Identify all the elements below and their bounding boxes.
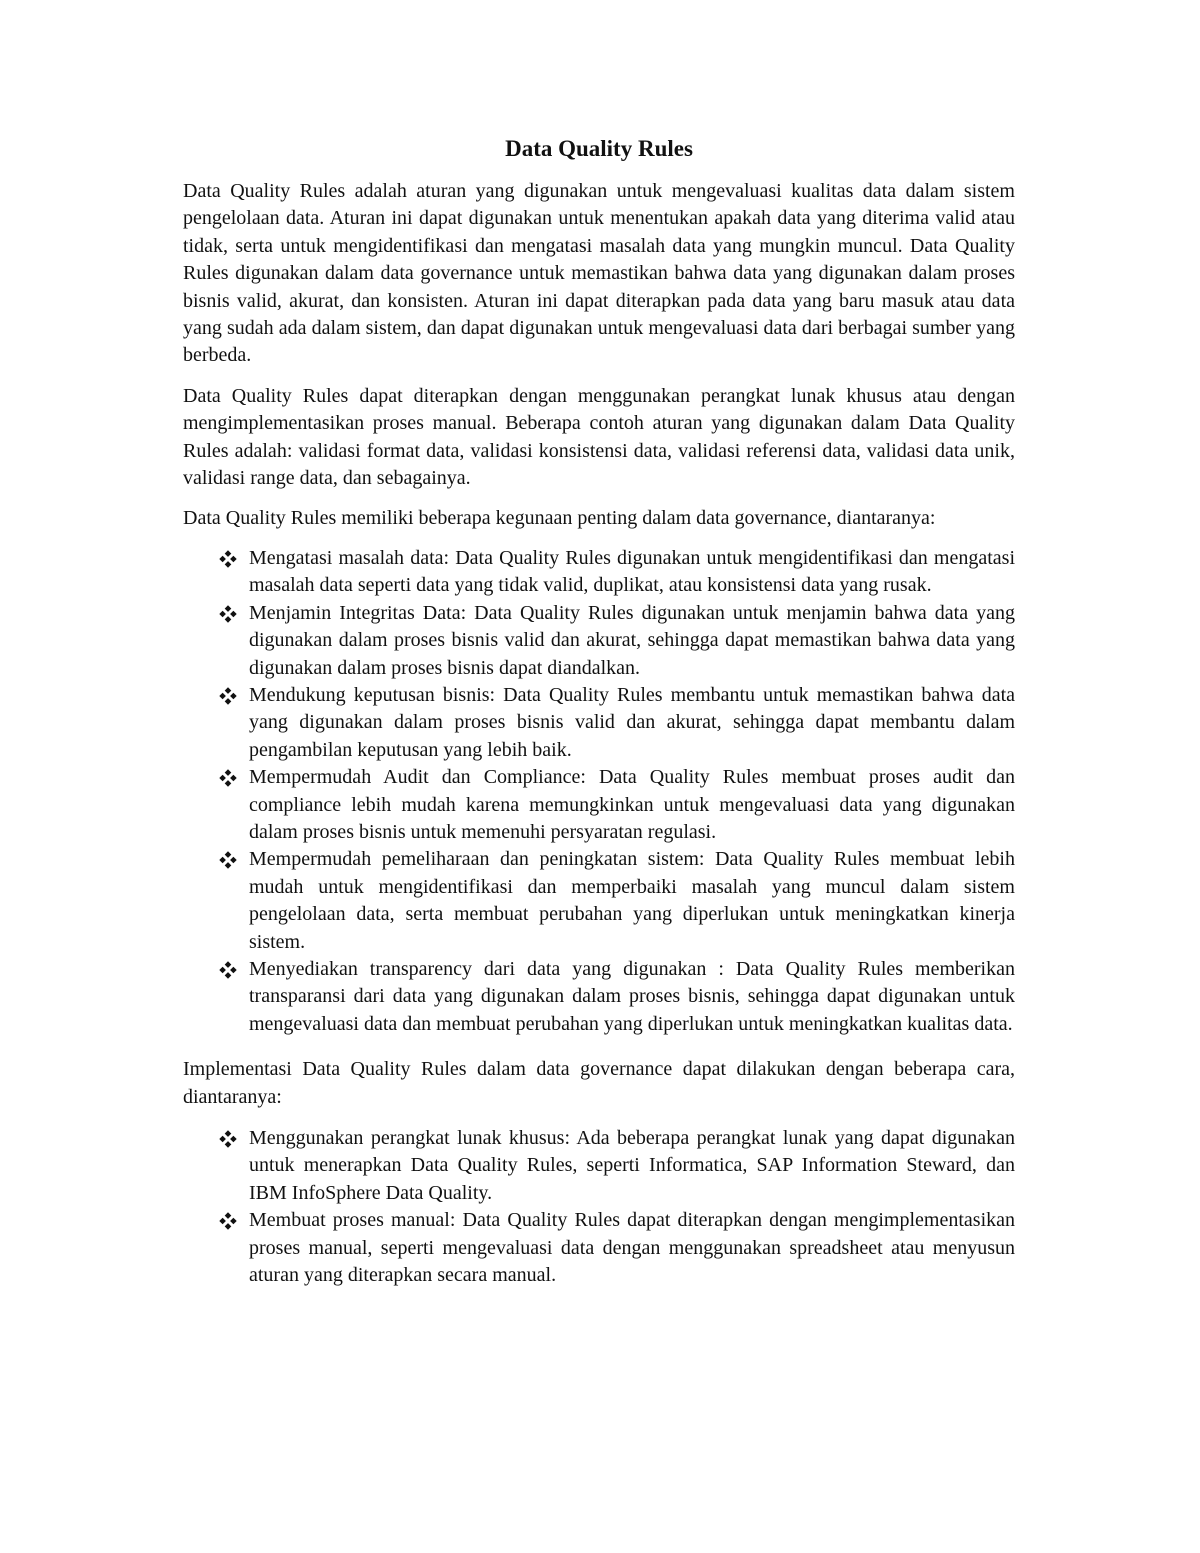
four-diamond-bullet-icon	[219, 549, 237, 567]
four-diamond-bullet-icon	[219, 1211, 237, 1229]
intro-paragraph: Data Quality Rules adalah aturan yang digunakan untuk mengevaluasi kualitas data dalam sistem pengelolaan data. Aturan ini dapat digunakan untuk menentukan apakah data yang diterima valid atau tidak, serta untuk mengidentifikasi dan mengatasi masalah data yang mungkin muncul. Data Quality Rules digunakan dalam data governance untuk memastikan bahwa data yang digunakan dalam proses bisnis valid, akurat, dan konsisten. Aturan ini dapat diterapkan pada data yang baru masuk atau data yang sudah ada dalam sistem, dan dapat digunakan untuk mengevaluasi data dari berbagai sumber yang berbeda.	[183, 180, 1015, 367]
document-title: Data Quality Rules	[505, 136, 693, 161]
list-item-text: Mendukung keputusan bisnis: Data Quality Rules membantu untuk memastikan bahwa data yang digunakan dalam proses bisnis valid dan akurat, sehingga dapat membantu dalam pengambilan keputusan yang lebih baik.	[249, 683, 1015, 761]
list-item	[183, 545, 1015, 600]
list-item-text: Mempermudah pemeliharaan dan peningkatan sistem: Data Quality Rules membuat lebih mudah untuk mengidentifikasi dan memperbaiki masalah yang muncul dalam sistem pengelolaan data, serta membuat perubahan yang diperlukan untuk meningkatkan kinerja sistem.	[249, 848, 1015, 953]
four-diamond-bullet-icon	[219, 768, 237, 786]
list-item-text: Membuat proses manual: Data Quality Rules dapat diterapkan dengan mengimplementasikan proses manual, seperti mengevaluasi data dengan menggunakan spreadsheet atau menyusun aturan yang diterapkan secara manual.	[249, 1209, 1015, 1287]
list-item	[183, 682, 1015, 764]
list-item	[183, 1207, 1015, 1289]
uses-list	[183, 545, 1015, 1038]
list-item-text: Mempermudah Audit dan Compliance: Data Quality Rules membuat proses audit dan compliance lebih mudah karena memungkinkan untuk mengevaluasi data yang digunakan dalam proses bisnis untuk memenuhi persyaratan regulasi.	[249, 766, 1015, 843]
four-diamond-bullet-icon	[219, 1129, 237, 1147]
document-body	[183, 134, 1015, 1302]
list-item	[183, 1125, 1015, 1207]
implementation-intro-paragraph: Implementasi Data Quality Rules dalam data governance dapat dilakukan dengan beberapa cara, diantaranya:	[183, 1058, 1015, 1108]
four-diamond-bullet-icon	[219, 686, 237, 704]
implementation-list	[183, 1125, 1015, 1289]
list-item	[183, 764, 1015, 846]
list-item	[183, 846, 1015, 956]
four-diamond-bullet-icon	[219, 850, 237, 868]
list-item-text: Menjamin Integritas Data: Data Quality Rules digunakan untuk menjamin bahwa data yang digunakan dalam proses bisnis valid dan akurat, sehingga dapat memastikan bahwa data yang digunakan dalam proses bisnis dapat diandalkan.	[249, 601, 1015, 679]
uses-intro-paragraph: Data Quality Rules memiliki beberapa kegunaan penting dalam data governance, diantaranya:	[183, 507, 936, 530]
four-diamond-bullet-icon	[219, 604, 237, 622]
four-diamond-bullet-icon	[219, 960, 237, 978]
list-item	[183, 600, 1015, 682]
application-paragraph: Data Quality Rules dapat diterapkan dengan menggunakan perangkat lunak khusus atau dengan mengimplementasikan proses manual. Beberapa contoh aturan yang digunakan dalam Data Quality Rules adalah: validasi format data, validasi konsistensi data, validasi referensi data, validasi data unik, validasi range data, dan sebagainya.	[183, 384, 1015, 490]
list-item-text: Mengatasi masalah data: Data Quality Rules digunakan untuk mengidentifikasi dan mengatasi masalah data seperti data yang tidak valid, duplikat, atau konsistensi data yang rusak.	[249, 546, 1015, 597]
list-item	[183, 956, 1015, 1038]
list-item-text: Menggunakan perangkat lunak khusus: Ada beberapa perangkat lunak yang dapat digunakan untuk menerapkan Data Quality Rules, seperti Informatica, SAP Information Steward, dan IBM InfoSphere Data Quality.	[249, 1127, 1015, 1204]
list-item-text: Menyediakan transparency dari data yang digunakan : Data Quality Rules memberikan transparansi dari data yang digunakan dalam proses bisnis, sehingga dapat digunakan untuk mengevaluasi data dan membuat perubahan yang diperlukan untuk meningkatkan kualitas data.	[249, 957, 1015, 1035]
